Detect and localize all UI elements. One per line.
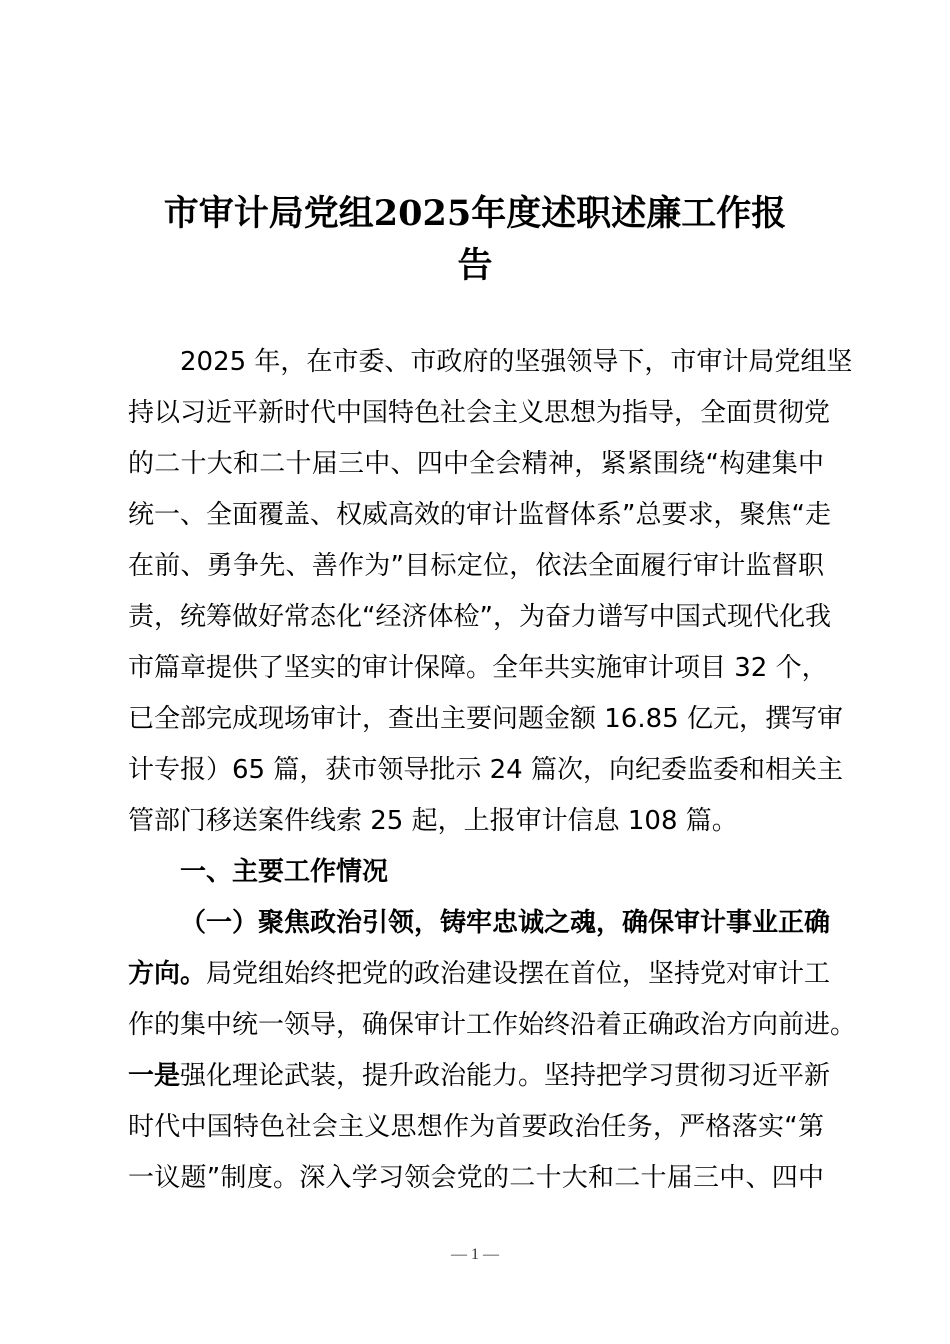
- bold-text: 一、主要工作情况: [180, 857, 389, 887]
- text-line: [128, 388, 831, 439]
- text-segment: 已全部完成现场审计，查出主要问题金额 16.85 亿元，撰写审: [128, 704, 843, 734]
- title-line-1: 市审计局党组2025年度述职述廉工作报: [163, 193, 787, 234]
- text-segment: 计专报）65 篇，获市领导批示 24 篇次，向纪委监委和相关主: [128, 755, 843, 785]
- text-segment: 在前、勇争先、善作为”目标定位，依法全面履行审计监督职: [128, 551, 824, 581]
- text-line: [128, 592, 831, 643]
- text-line: [128, 949, 831, 1000]
- bold-text: （一）聚焦政治引领，铸牢忠诚之魂，确保审计事业正确: [180, 908, 831, 938]
- page-number: — 1 —: [451, 1246, 499, 1263]
- text-segment: 的二十大和二十届三中、四中全会精神，紧紧围绕“构建集中: [128, 449, 824, 479]
- text-line: [128, 541, 824, 592]
- text-line: [128, 1153, 824, 1204]
- document-title: [100, 188, 850, 292]
- text-line: [128, 1051, 831, 1102]
- text-line: [128, 796, 824, 847]
- text-segment: 市篇章提供了坚实的审计保障。全年共实施审计项目 32 个，: [128, 653, 828, 683]
- text-line: [128, 439, 824, 490]
- text-segment: 作的集中统一领导，确保审计工作始终沿着正确政治方向前进。: [128, 1010, 857, 1040]
- title-line-2: 告: [457, 245, 493, 286]
- text-line: [128, 490, 831, 541]
- text-line: [128, 745, 843, 796]
- text-line: [128, 694, 843, 745]
- text-line: [128, 1102, 824, 1153]
- text-line: [128, 847, 824, 898]
- text-segment: 管部门移送案件线索 25 起，上报审计信息 108 篇。: [128, 806, 738, 836]
- text-line: [128, 337, 853, 388]
- text-segment: 一议题”制度。深入学习领会党的二十大和二十届三中、四中: [128, 1163, 824, 1193]
- document-body: [128, 337, 857, 1204]
- text-segment: 责，统筹做好常态化“经济体检”，为奋力谱写中国式现代化我: [128, 602, 831, 632]
- text-segment: 统一、全面覆盖、权威高效的审计监督体系”总要求，聚焦“走: [128, 500, 831, 530]
- text-segment: 局党组始终把党的政治建设摆在首位，坚持党对审计工: [206, 959, 831, 989]
- text-line: [128, 1000, 857, 1051]
- text-segment: 时代中国特色社会主义思想作为首要政治任务，严格落实“第: [128, 1112, 824, 1142]
- text-segment: 2025 年，在市委、市政府的坚强领导下，市审计局党组坚: [180, 347, 853, 377]
- text-line: [128, 643, 828, 694]
- text-segment: 持以习近平新时代中国特色社会主义思想为指导，全面贯彻党: [128, 398, 831, 428]
- text-segment: 强化理论武装，提升政治能力。坚持把学习贯彻习近平新: [180, 1061, 831, 1091]
- bold-text: 一是: [128, 1061, 181, 1091]
- bold-text: 方向。: [128, 959, 207, 989]
- text-line: [128, 898, 831, 949]
